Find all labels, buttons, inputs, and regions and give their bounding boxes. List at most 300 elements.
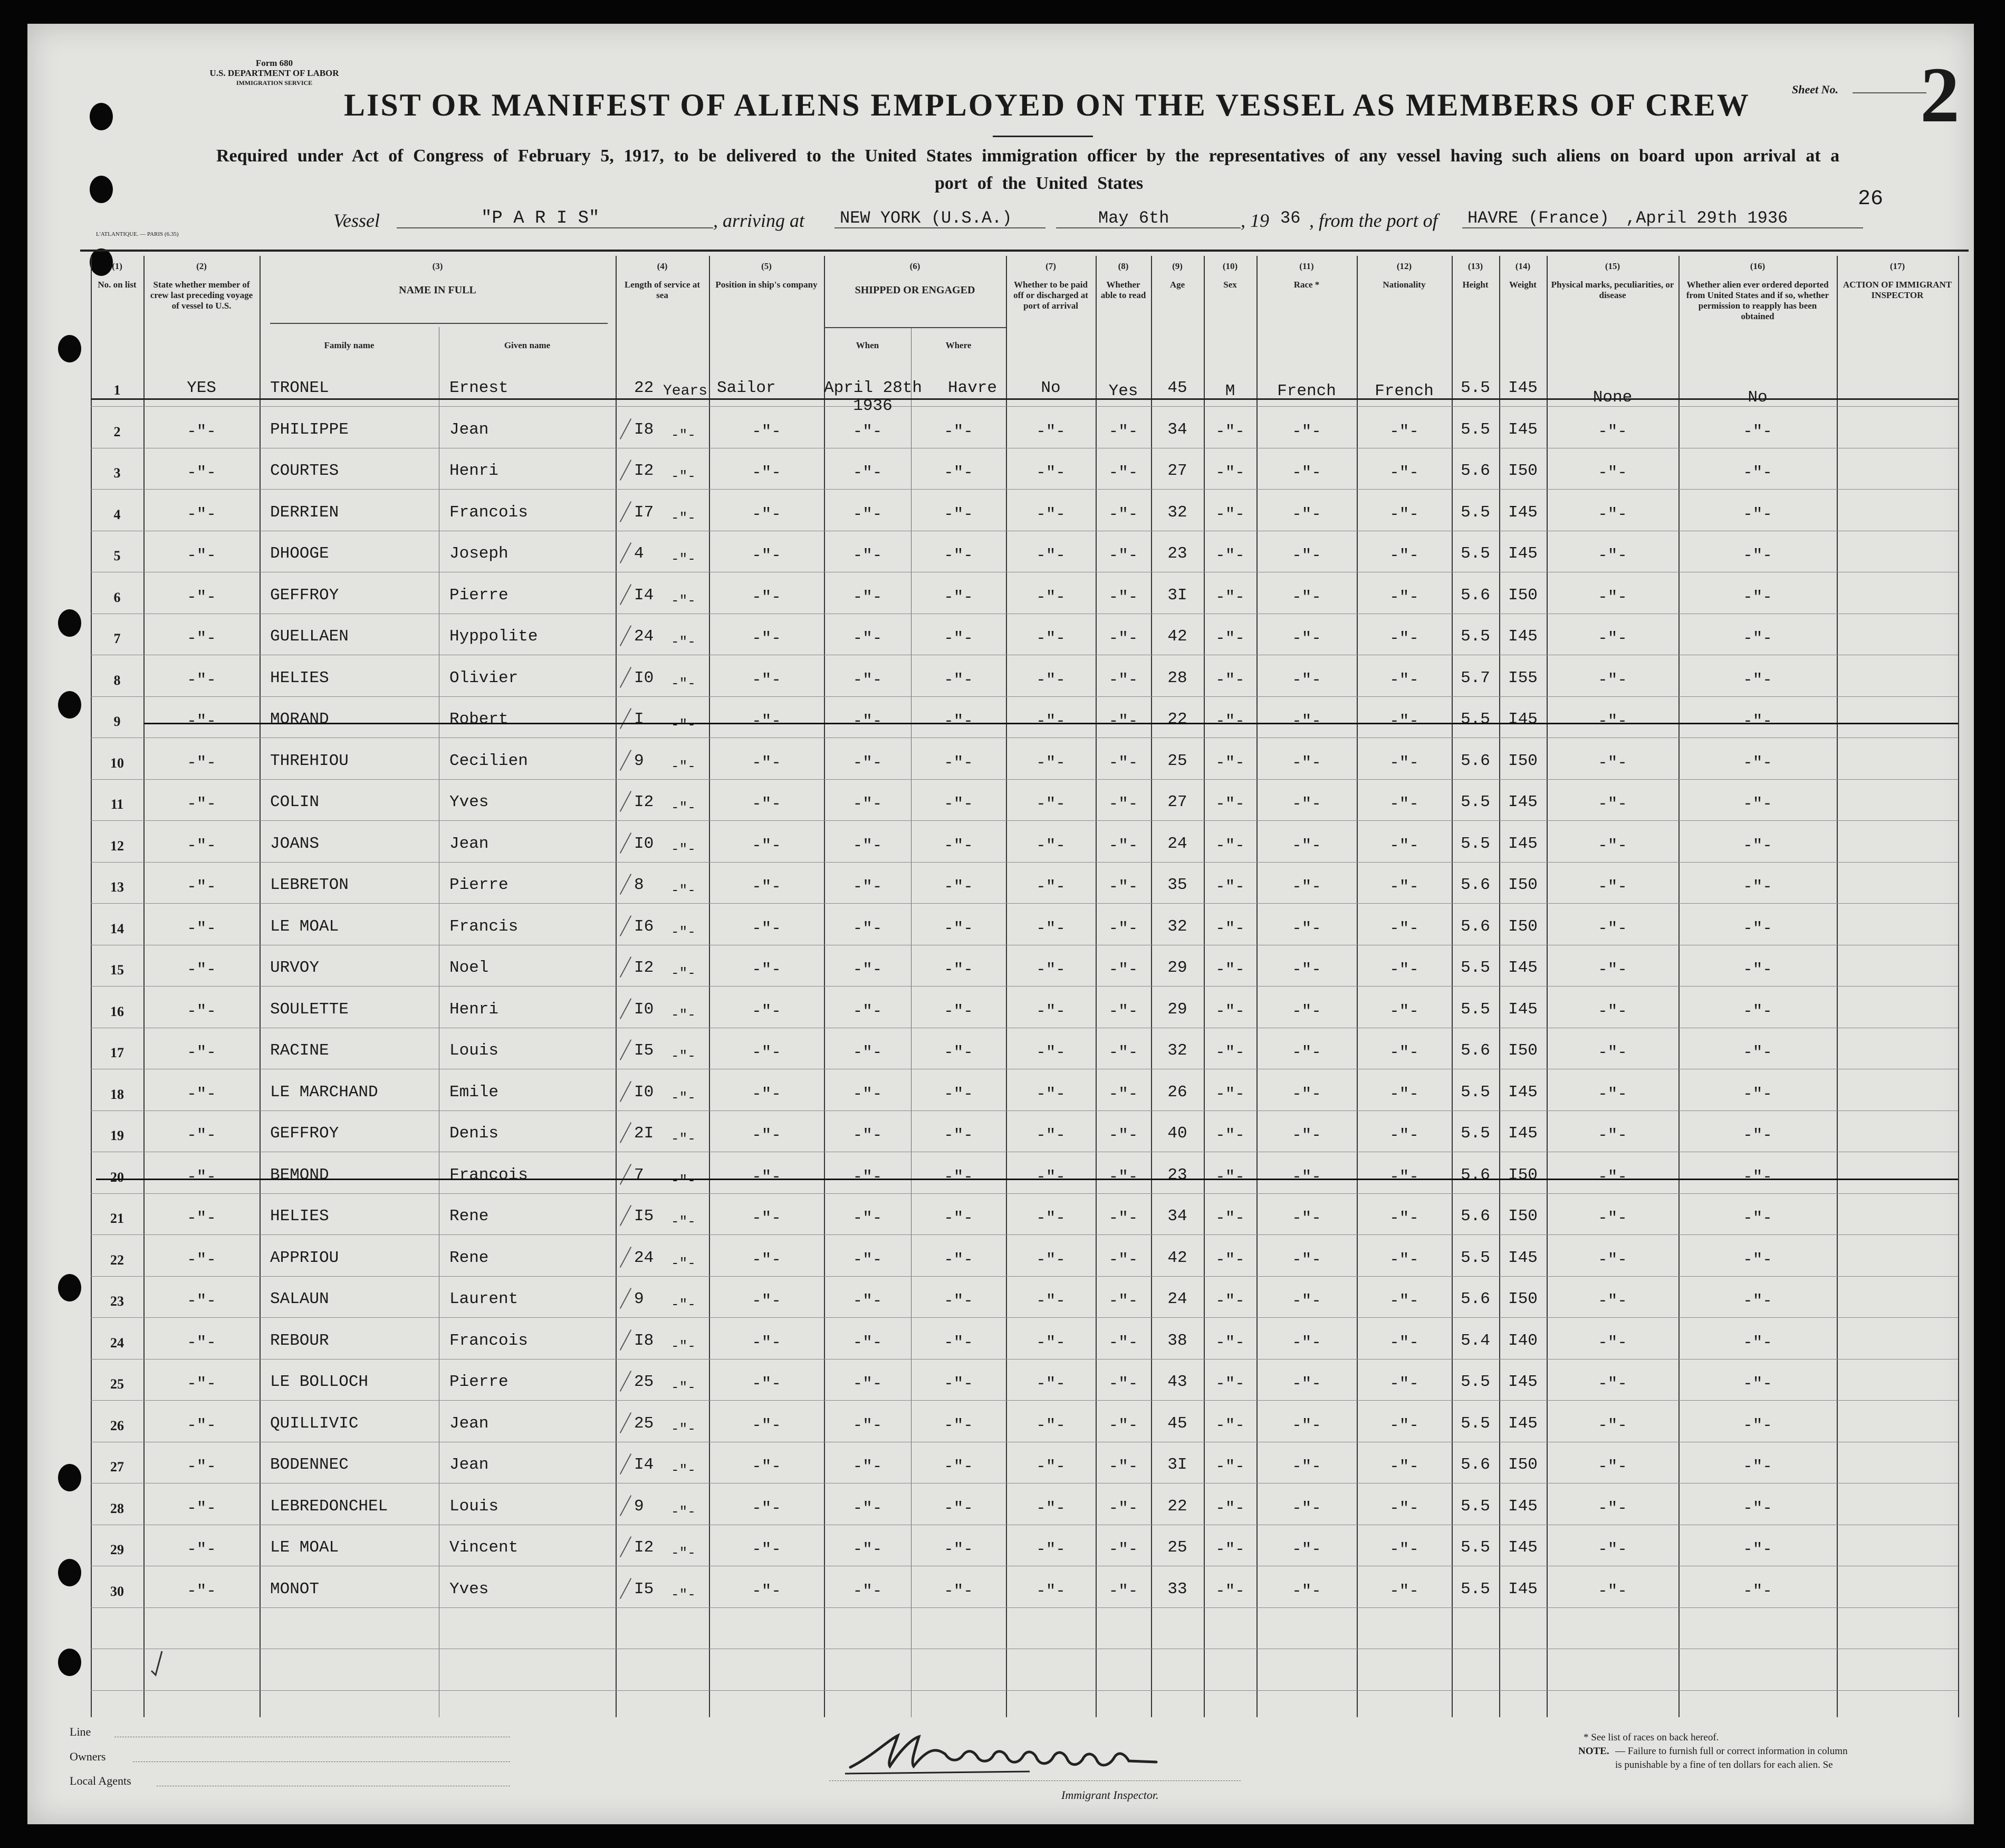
table-cell: April 28th — [824, 379, 923, 397]
table-cell: -"- — [1292, 795, 1321, 813]
table-cell: -"- — [852, 1292, 882, 1310]
row-rule — [91, 1317, 1958, 1318]
table-cell: I45 — [1508, 1579, 1538, 1598]
tick-mark — [620, 501, 631, 522]
column-number: (8) — [1118, 261, 1129, 271]
table-cell: -"- — [1598, 1375, 1627, 1393]
table-cell: -"- — [1389, 795, 1419, 813]
table-cell: -"- — [1036, 1416, 1066, 1435]
table-cell: -"- — [1598, 1002, 1627, 1021]
table-cell: Yves — [449, 1579, 489, 1598]
table-cell: 25 — [634, 1414, 654, 1433]
table-cell: No — [1041, 379, 1061, 397]
table-cell: -"- — [1389, 1085, 1419, 1104]
table-cell: -"- — [1215, 1167, 1245, 1186]
table-cell: SALAUN — [270, 1290, 329, 1308]
table-cell: -"- — [944, 1499, 973, 1518]
subtitle-line2: port of the United States — [935, 174, 1144, 193]
table-cell: -"- — [671, 924, 696, 940]
table-cell: -"- — [852, 588, 882, 607]
table-cell: Francois — [449, 1331, 528, 1350]
table-cell: -"- — [1108, 795, 1138, 813]
table-cell: -"- — [671, 1048, 696, 1064]
table-cell: 24 — [634, 627, 654, 646]
column-header: ACTION OF IMMIGRANT INSPECTOR — [1843, 280, 1952, 300]
table-cell: 5.6 — [1461, 462, 1490, 480]
table-cell: -"- — [671, 1380, 696, 1395]
table-cell: -"- — [852, 1167, 882, 1186]
table-cell: -"- — [1215, 795, 1245, 813]
table-cell: Cecilien — [449, 751, 528, 770]
punch-hole — [90, 103, 113, 130]
table-cell: -"- — [1292, 1126, 1321, 1145]
table-cell: I45 — [1508, 627, 1538, 646]
table-cell: -"- — [1389, 1292, 1419, 1310]
table-cell: -"- — [1215, 1002, 1245, 1021]
tick-mark — [620, 625, 631, 646]
table-cell: -"- — [1598, 1250, 1627, 1269]
table-cell: -"- — [752, 1375, 781, 1393]
table-cell: -"- — [1215, 1333, 1245, 1352]
table-cell: I45 — [1508, 503, 1538, 522]
table-cell: 5.5 — [1461, 1248, 1490, 1267]
column-number: (12) — [1396, 261, 1412, 271]
page-mark: 26 — [1858, 187, 1884, 211]
table-cell: -"- — [1743, 1126, 1772, 1145]
table-cell: 24 — [634, 1248, 654, 1267]
manifest-sheet — [27, 24, 1974, 1824]
table-cell: -"- — [1598, 629, 1627, 648]
note-label: NOTE. — [1578, 1746, 1609, 1757]
table-cell: 5.5 — [1461, 1497, 1490, 1516]
service: IMMIGRATION SERVICE — [236, 79, 313, 87]
table-cell: 2 — [113, 424, 121, 439]
table-cell: -"- — [852, 1333, 882, 1352]
column-header: Sex — [1223, 280, 1237, 290]
table-cell: -"- — [852, 629, 882, 648]
table-cell: Ernest — [449, 379, 509, 397]
table-cell: 5.6 — [1461, 1456, 1490, 1474]
table-cell: -"- — [1215, 919, 1245, 938]
table-cell: -"- — [1108, 464, 1138, 482]
table-cell: 4 — [634, 544, 644, 563]
table-cell: LE MOAL — [270, 917, 339, 936]
column-number: (2) — [196, 261, 207, 271]
table-cell: 42 — [1167, 627, 1187, 646]
table-cell: -"- — [1036, 919, 1066, 938]
table-cell: -"- — [1743, 1209, 1772, 1228]
table-cell: -"- — [1036, 422, 1066, 441]
table-cell: -"- — [1389, 588, 1419, 607]
column-number: (13) — [1467, 261, 1483, 271]
printer-mark: L'ATLANTIQUE. — PARIS (6.35) — [96, 231, 179, 237]
table-cell: Joseph — [449, 544, 509, 563]
arrival-port: NEW YORK (U.S.A.) — [840, 208, 1012, 228]
table-cell: 24 — [110, 1335, 124, 1351]
document-title: LIST OR MANIFEST OF ALIENS EMPLOYED ON THE VESSEL AS MEMBERS OF CREW — [344, 88, 1750, 122]
table-cell: -"- — [1598, 1167, 1627, 1186]
table-cell: APPRIOU — [270, 1248, 339, 1267]
table-cell: -"- — [1598, 1416, 1627, 1435]
row-rule — [91, 1690, 1958, 1691]
table-cell: BODENNEC — [270, 1456, 349, 1474]
table-cell: GEFFROY — [270, 1124, 339, 1143]
table-cell: -"- — [1598, 961, 1627, 979]
punch-hole — [58, 1649, 81, 1676]
table-cell: -"- — [1598, 1085, 1627, 1104]
table-cell: I45 — [1508, 1497, 1538, 1516]
table-cell: -"- — [1036, 1126, 1066, 1145]
tick-mark — [620, 956, 631, 978]
table-cell: I2 — [634, 959, 654, 977]
table-cell: 6 — [113, 589, 121, 605]
table-cell: -"- — [671, 468, 696, 484]
table-cell: I45 — [1508, 959, 1538, 977]
table-cell: -"- — [1215, 505, 1245, 524]
table-cell: -"- — [1215, 1085, 1245, 1104]
table-cell: -"- — [1598, 588, 1627, 607]
table-cell: 43 — [1167, 1373, 1187, 1391]
table-cell: -"- — [187, 1126, 216, 1145]
table-cell: -"- — [1292, 712, 1321, 731]
table-cell: -"- — [187, 671, 216, 690]
table-cell: -"- — [1215, 422, 1245, 441]
table-cell: -"- — [1598, 1499, 1627, 1518]
table-cell: -"- — [852, 1499, 882, 1518]
table-cell: -"- — [1108, 1085, 1138, 1104]
table-cell: -"- — [1108, 588, 1138, 607]
table-cell: 23 — [110, 1294, 124, 1309]
table-cell: -"- — [1598, 919, 1627, 938]
table-cell: -"- — [1036, 1292, 1066, 1310]
table-cell: -"- — [1598, 1209, 1627, 1228]
table-cell: -"- — [1598, 1458, 1627, 1476]
table-cell: 5.6 — [1461, 586, 1490, 605]
table-cell: -"- — [1215, 878, 1245, 896]
table-cell: Jean — [449, 834, 489, 853]
table-cell: 3I — [1167, 1456, 1187, 1474]
table-cell: -"- — [1743, 1043, 1772, 1062]
table-cell: -"- — [1215, 1582, 1245, 1601]
tick-mark — [620, 1288, 631, 1309]
table-cell: 5.5 — [1461, 1414, 1490, 1433]
table-cell: -"- — [671, 1504, 696, 1520]
table-cell: COURTES — [270, 462, 339, 480]
column-number: (6) — [909, 261, 920, 271]
table-cell: -"- — [187, 1085, 216, 1104]
table-cell: 5.5 — [1461, 1124, 1490, 1143]
table-cell: 5.5 — [1461, 959, 1490, 977]
row-rule — [91, 1234, 1958, 1235]
table-cell: 34 — [1167, 420, 1187, 439]
table-cell: TRONEL — [270, 379, 329, 397]
tick-mark — [620, 459, 631, 481]
table-cell: -"- — [1389, 1126, 1419, 1145]
table-cell: -"- — [944, 1126, 973, 1145]
table-cell: -"- — [1108, 919, 1138, 938]
tick-mark — [620, 915, 631, 936]
column-number: (5) — [761, 261, 772, 271]
table-cell: 4 — [113, 506, 121, 522]
table-cell: MORAND — [270, 710, 329, 729]
table-cell: -"- — [1743, 671, 1772, 690]
table-cell: -"- — [752, 1416, 781, 1435]
table-cell: -"- — [1743, 1002, 1772, 1021]
table-cell: 5.6 — [1461, 751, 1490, 770]
table-cell: COLIN — [270, 793, 320, 811]
row-rule — [91, 820, 1958, 821]
table-cell: 34 — [1167, 1207, 1187, 1225]
table-cell: -"- — [1598, 671, 1627, 690]
table-cell: -"- — [1036, 1209, 1066, 1228]
table-cell: 10 — [110, 755, 124, 771]
table-cell: -"- — [1743, 878, 1772, 896]
table-cell: -"- — [944, 1085, 973, 1104]
table-cell: -"- — [1292, 422, 1321, 441]
table-cell: -"- — [1036, 961, 1066, 979]
table-cell: -"- — [1743, 836, 1772, 855]
table-cell: -"- — [1292, 464, 1321, 482]
table-cell: Olivier — [449, 668, 519, 687]
table-cell: I7 — [634, 503, 654, 522]
table-cell: -"- — [187, 919, 216, 938]
table-cell: 26 — [110, 1418, 124, 1433]
punch-hole — [58, 1559, 81, 1586]
column-number: (3) — [432, 261, 443, 271]
table-cell: I2 — [634, 462, 654, 480]
table-cell: -"- — [1743, 1333, 1772, 1352]
table-cell: 8 — [634, 876, 644, 894]
table-cell: -"- — [944, 1292, 973, 1310]
table-cell: -"- — [671, 965, 696, 981]
table-cell: -"- — [752, 547, 781, 565]
subcolumn-header: Where — [945, 340, 972, 350]
tick-mark — [620, 1412, 631, 1433]
table-cell: -"- — [1215, 961, 1245, 979]
table-cell: 13 — [110, 879, 124, 895]
table-cell: I2 — [634, 793, 654, 811]
table-cell: -"- — [1215, 1043, 1245, 1062]
table-cell: I45 — [1508, 1083, 1538, 1102]
table-cell: 30 — [110, 1583, 124, 1599]
table-cell: -"- — [1743, 961, 1772, 979]
tick-mark — [620, 1205, 631, 1226]
table-cell: Francis — [449, 917, 519, 936]
table-cell: -"- — [1389, 1167, 1419, 1186]
table-cell: Pierre — [449, 586, 509, 605]
table-cell: 5.5 — [1461, 793, 1490, 811]
table-cell: 23 — [1167, 544, 1187, 563]
table-cell: I0 — [634, 668, 654, 687]
column-header: Physical marks, peculiarities, or disease — [1551, 280, 1674, 300]
table-cell: -"- — [752, 464, 781, 482]
table-cell: 24 — [1167, 1290, 1187, 1308]
table-cell: THREHIOU — [270, 751, 349, 770]
table-cell: -"- — [1292, 629, 1321, 648]
table-cell: I8 — [634, 420, 654, 439]
vessel-label: Vessel — [333, 210, 380, 231]
table-cell: -"- — [1292, 1499, 1321, 1518]
table-cell: -"- — [1108, 1209, 1138, 1228]
table-cell: -"- — [1743, 1375, 1772, 1393]
table-cell: -"- — [1036, 1333, 1066, 1352]
table-cell: -"- — [1108, 629, 1138, 648]
table-cell: -"- — [1036, 1085, 1066, 1104]
table-cell: -"- — [852, 712, 882, 731]
table-cell: -"- — [1389, 1002, 1419, 1021]
table-cell: I5 — [634, 1207, 654, 1225]
footer-line-label: Line — [70, 1725, 91, 1738]
table-cell: -"- — [1598, 753, 1627, 772]
table-cell: -"- — [1292, 1002, 1321, 1021]
table-cell: 20 — [110, 1169, 124, 1185]
table-cell: 26 — [1167, 1083, 1187, 1102]
crew-table — [91, 256, 1958, 1717]
table-cell: -"- — [1215, 1250, 1245, 1269]
table-cell: -"- — [671, 1172, 696, 1189]
table-cell: 29 — [110, 1542, 124, 1557]
table-cell: I45 — [1508, 710, 1538, 729]
table-cell: 5.7 — [1461, 668, 1490, 687]
table-cell: -"- — [1108, 1540, 1138, 1559]
table-cell: -"- — [1598, 1582, 1627, 1601]
table-cell: -"- — [1108, 1126, 1138, 1145]
table-cell: I6 — [634, 917, 654, 936]
table-cell: -"- — [1598, 464, 1627, 482]
inspector-signature — [840, 1725, 1177, 1783]
table-cell: -"- — [671, 1297, 696, 1313]
table-cell: -"- — [187, 878, 216, 896]
table-cell: I50 — [1508, 1290, 1538, 1308]
column-rule — [616, 256, 617, 1717]
table-cell: -"- — [1389, 1333, 1419, 1352]
table-cell: -"- — [1598, 836, 1627, 855]
footer-agents-label: Local Agents — [70, 1774, 131, 1787]
table-cell: 1 — [113, 382, 121, 398]
table-cell: Hyppolite — [449, 627, 538, 646]
table-cell: -"- — [1215, 1375, 1245, 1393]
column-number: (16) — [1750, 261, 1766, 271]
table-cell: -"- — [1036, 878, 1066, 896]
table-cell: -"- — [1036, 1540, 1066, 1559]
table-cell: Francois — [449, 1165, 528, 1184]
table-cell: BEMOND — [270, 1165, 329, 1184]
table-cell: French — [1277, 382, 1336, 400]
tick-mark — [620, 998, 631, 1019]
column-number: (15) — [1605, 261, 1620, 271]
table-cell: I50 — [1508, 876, 1538, 894]
table-cell: -"- — [187, 629, 216, 648]
column-header: Race * — [1293, 280, 1320, 290]
table-cell: -"- — [852, 671, 882, 690]
table-cell: -"- — [1743, 712, 1772, 731]
table-cell: 27 — [1167, 462, 1187, 480]
table-cell: -"- — [944, 919, 973, 938]
row-rule — [91, 696, 1958, 697]
table-cell: 5.5 — [1461, 420, 1490, 439]
table-cell: -"- — [1036, 1499, 1066, 1518]
table-cell: -"- — [752, 629, 781, 648]
table-cell: -"- — [1389, 1043, 1419, 1062]
table-cell: Vincent — [449, 1538, 519, 1557]
table-cell: -"- — [1389, 671, 1419, 690]
table-cell: -"- — [752, 919, 781, 938]
table-cell: -"- — [852, 1250, 882, 1269]
row-rule — [91, 986, 1958, 987]
table-cell: 8 — [113, 672, 121, 688]
table-cell: -"- — [1215, 1292, 1245, 1310]
table-cell: -"- — [1108, 547, 1138, 565]
table-cell: -"- — [1292, 1209, 1321, 1228]
table-cell: -"- — [1743, 1582, 1772, 1601]
table-cell: -"- — [1743, 1499, 1772, 1518]
table-cell: -"- — [1389, 1416, 1419, 1435]
arrival-year: 36 — [1280, 208, 1301, 228]
table-cell: GEFFROY — [270, 586, 339, 605]
table-cell: -"- — [752, 671, 781, 690]
table-cell: I45 — [1508, 379, 1538, 397]
table-cell: Yves — [449, 793, 489, 811]
table-cell: -"- — [1215, 629, 1245, 648]
column-number: (11) — [1299, 261, 1314, 271]
table-cell: -"- — [671, 1586, 696, 1603]
row-rule — [91, 862, 1958, 863]
table-cell: -"- — [187, 1002, 216, 1021]
column-header: Length of service at sea — [624, 280, 701, 300]
table-cell: 5.5 — [1461, 1538, 1490, 1557]
table-cell: -"- — [852, 878, 882, 896]
table-cell: 16 — [110, 1003, 124, 1019]
table-cell: -"- — [671, 427, 696, 443]
table-cell: -"- — [1215, 836, 1245, 855]
form-info — [206, 58, 343, 88]
table-cell: -"- — [1292, 671, 1321, 690]
table-cell: I50 — [1508, 462, 1538, 480]
table-cell: 1936 — [853, 397, 893, 415]
table-cell: -"- — [1215, 547, 1245, 565]
table-cell: -"- — [187, 464, 216, 482]
table-cell: -"- — [944, 1375, 973, 1393]
table-cell: -"- — [1108, 1167, 1138, 1186]
tick-mark — [620, 542, 631, 563]
table-cell: -"- — [671, 1131, 696, 1147]
table-cell: -"- — [671, 758, 696, 774]
table-cell: -"- — [1036, 1043, 1066, 1062]
table-cell: 45 — [1167, 379, 1187, 397]
table-cell: 22 — [1167, 710, 1187, 729]
table-cell: -"- — [1108, 1416, 1138, 1435]
table-cell: 45 — [1167, 1414, 1187, 1433]
table-cell: -"- — [1743, 629, 1772, 648]
table-cell: -"- — [1108, 1043, 1138, 1062]
table-cell: -"- — [1036, 1002, 1066, 1021]
table-cell: -"- — [1389, 464, 1419, 482]
table-cell: 27 — [110, 1459, 124, 1474]
table-cell: -"- — [187, 961, 216, 979]
table-cell: -"- — [187, 795, 216, 813]
table-cell: -"- — [752, 1540, 781, 1559]
table-cell: -"- — [944, 588, 973, 607]
table-cell: -"- — [1743, 505, 1772, 524]
tick-mark — [620, 1247, 631, 1268]
table-cell: 9 — [113, 714, 121, 729]
table-cell: -"- — [752, 1126, 781, 1145]
punch-hole — [58, 1464, 81, 1491]
table-cell: 32 — [1167, 503, 1187, 522]
column-header: Position in ship's company — [715, 280, 818, 290]
table-cell: I8 — [634, 1331, 654, 1350]
sheet-number: 2 — [1920, 51, 1960, 139]
